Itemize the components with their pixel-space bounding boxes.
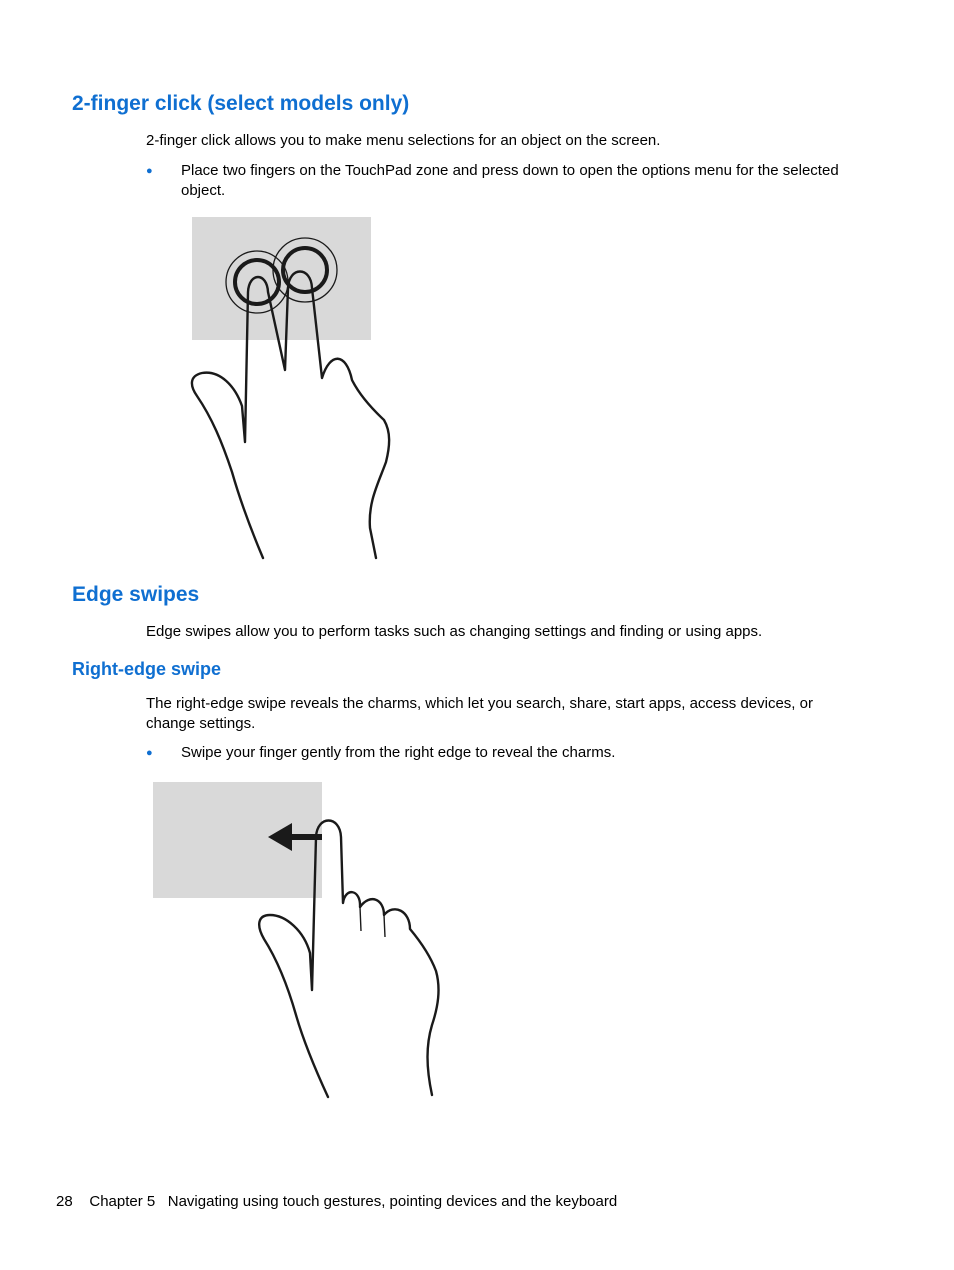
touchpad-zone bbox=[192, 217, 371, 340]
page-footer bbox=[56, 1192, 617, 1212]
heading-two-finger-click: 2-finger click (select models only) bbox=[72, 92, 410, 115]
list-item bbox=[146, 161, 866, 201]
two-finger-click-intro: 2-finger click allows you to make menu selections for an object on the screen. bbox=[146, 132, 661, 149]
list-item bbox=[146, 743, 866, 763]
heading-right-edge-swipe: Right-edge swipe bbox=[72, 659, 222, 679]
right-edge-swipe-instruction: Swipe your finger gently from the right edge to reveal the charms. bbox=[181, 744, 616, 761]
chapter-title: Navigating using touch gestures, pointing devices and the keyboard bbox=[167, 1193, 618, 1210]
two-finger-click-instruction: Place two fingers on the TouchPad zone and press down to open the options menu for the selected object. bbox=[181, 162, 839, 199]
right-edge-swipe-intro: The right-edge swipe reveals the charms, which let you search, share, start apps, access devices, or change settings. bbox=[146, 695, 813, 732]
two-finger-click-illustration bbox=[180, 210, 400, 562]
chapter-label: Chapter 5 bbox=[89, 1193, 156, 1210]
page-number: 28 bbox=[56, 1193, 73, 1210]
bullet-icon: ● bbox=[146, 165, 153, 177]
bullet-icon: ● bbox=[146, 747, 153, 759]
edge-swipes-intro: Edge swipes allow you to perform tasks such as changing settings and finding or using apps. bbox=[146, 623, 763, 640]
heading-edge-swipes: Edge swipes bbox=[72, 583, 200, 606]
finger-creases bbox=[360, 907, 385, 937]
right-edge-swipe-illustration bbox=[146, 775, 456, 1105]
